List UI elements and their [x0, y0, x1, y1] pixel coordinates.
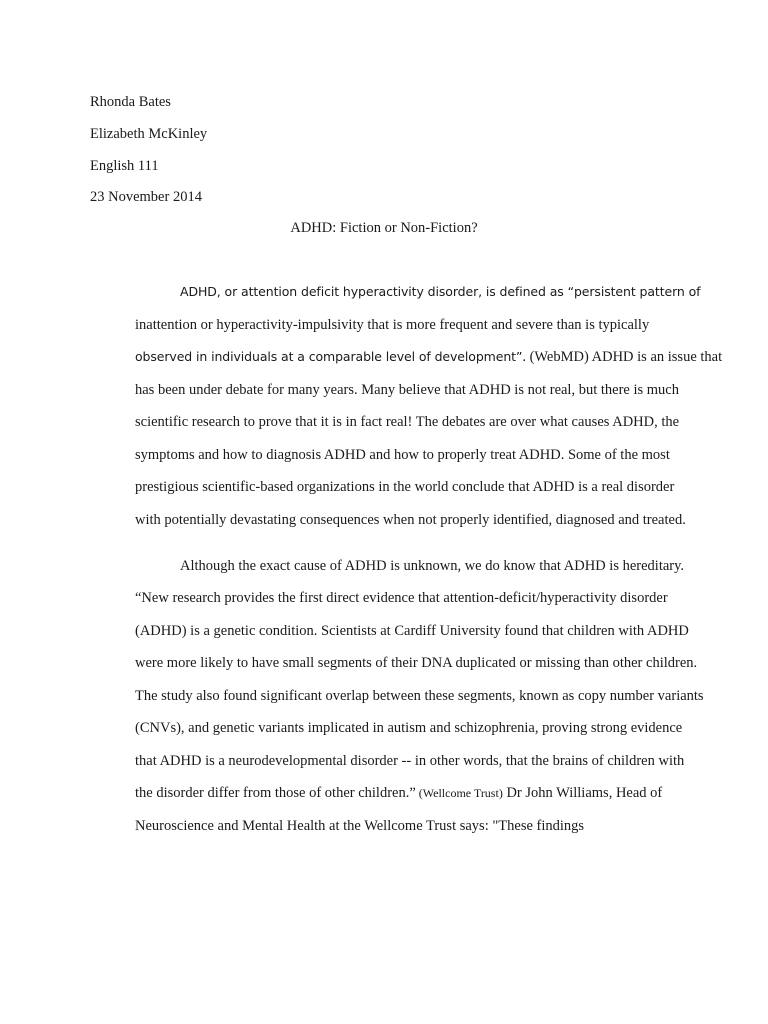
text-segment: the disorder differ from those of other children.” — [135, 785, 416, 801]
quote-segment: observed in individuals at a comparable level of development” — [135, 349, 523, 364]
paragraph1-line: symptoms and how to diagnosis ADHD and how to properly treat ADHD. Some of the most — [135, 447, 670, 463]
paragraph2-line: The study also found significant overlap between these segments, known as copy number variants — [135, 688, 704, 704]
paragraph1-line: ADHD, or attention deficit hyperactivity disorder, is defined as “persistent pattern of — [180, 284, 701, 299]
paragraph2-line: (ADHD) is a genetic condition. Scientists at Cardiff University found that children with ADHD — [135, 623, 689, 639]
paragraph2-line: were more likely to have small segments of their DNA duplicated or missing than other children. — [135, 655, 698, 671]
document-date: 23 November 2014 — [90, 189, 202, 205]
text-segment: Dr John Williams, Head of — [502, 785, 663, 801]
paragraph2-line: Neuroscience and Mental Health at the Wellcome Trust says: "These findings — [135, 818, 585, 834]
paragraph1-line: inattention or hyperactivity-impulsivity that is more frequent and severe than is typically — [135, 317, 650, 333]
text-segment: . (WebMD) ADHD is an issue that — [522, 349, 723, 365]
instructor-name: Elizabeth McKinley — [90, 126, 208, 142]
paragraph1-line: scientific research to prove that it is in fact real! The debates are over what causes ADHD, the — [135, 414, 680, 430]
course-name: English 111 — [90, 158, 159, 174]
paragraph1-line — [135, 348, 722, 366]
paragraph2-line: that ADHD is a neurodevelopmental disorder -- in other words, that the brains of children with — [135, 753, 685, 769]
document-title: ADHD: Fiction or Non-Fiction? — [290, 220, 478, 236]
paragraph1-line: with potentially devastating consequences when not properly identified, diagnosed and treated. — [135, 512, 686, 528]
paragraph2-line: Although the exact cause of ADHD is unknown, we do know that ADHD is hereditary. — [180, 558, 685, 574]
author-name: Rhonda Bates — [90, 94, 171, 110]
paragraph1-line: prestigious scientific-based organizations in the world conclude that ADHD is a real disorder — [135, 479, 675, 495]
paragraph2-line — [135, 784, 662, 802]
paragraph2-line: “New research provides the first direct evidence that attention-deficit/hyperactivity disorder — [135, 590, 668, 606]
paragraph1-line: has been under debate for many years. Many believe that ADHD is not real, but there is much — [135, 382, 679, 398]
citation-segment: (Wellcome Trust) — [415, 786, 503, 800]
paragraph2-line: (CNVs), and genetic variants implicated in autism and schizophrenia, proving strong evidence — [135, 720, 683, 736]
